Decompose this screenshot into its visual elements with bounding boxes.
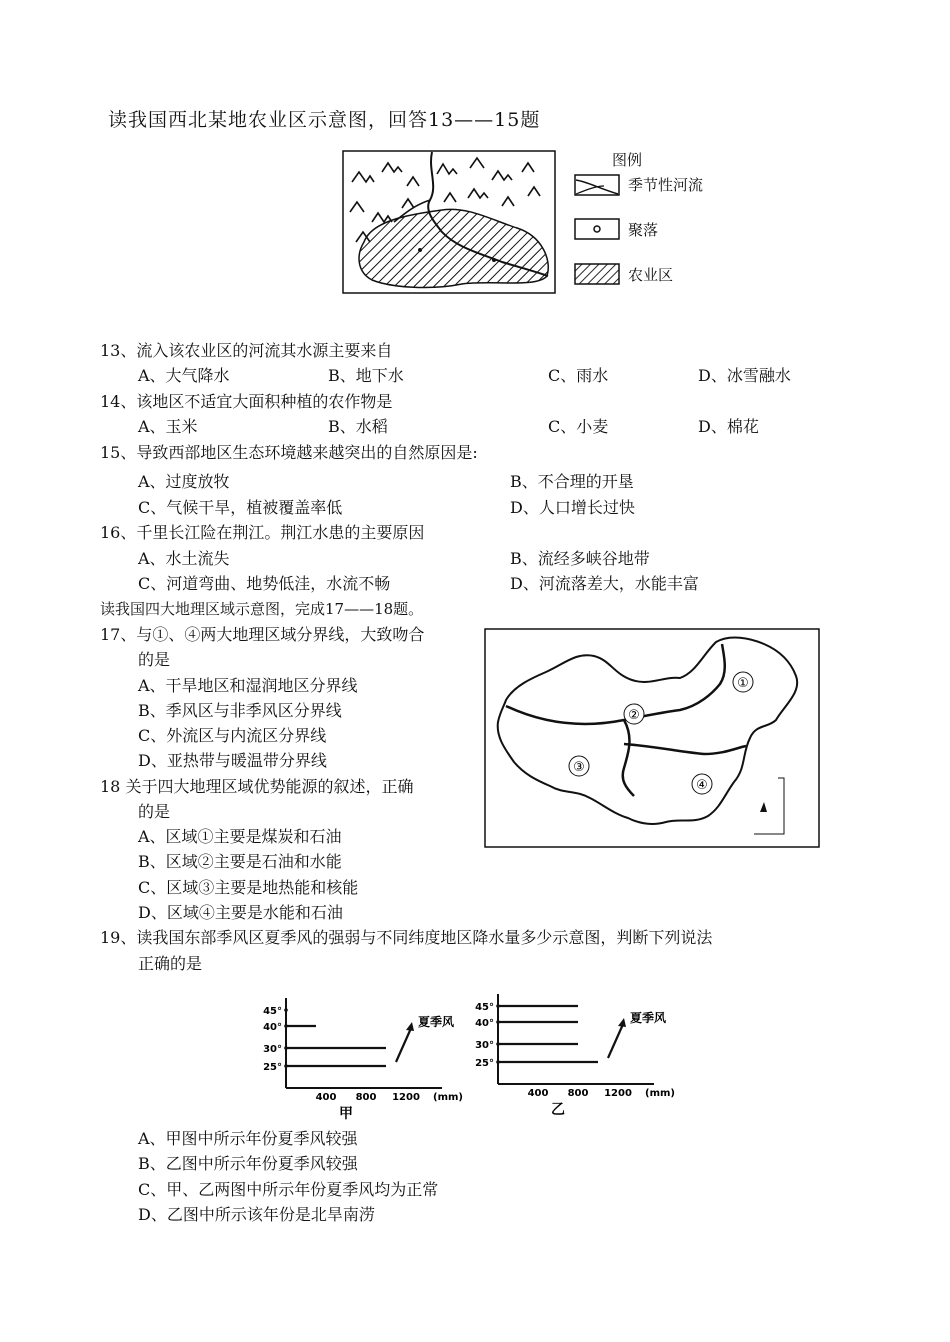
q16-option-a: A、水土流失: [138, 549, 230, 568]
q18-option-d: D、区域④主要是水能和石油: [138, 903, 343, 922]
legend-river-icon: [574, 174, 620, 196]
q17-option-b: B、季风区与非季风区分界线: [138, 701, 342, 720]
legend-settlement-label: 聚落: [628, 221, 659, 239]
legend-title: 图例: [612, 151, 643, 169]
y-tick-label: 25°: [263, 1062, 282, 1073]
q13-stem: 13、流入该农业区的河流其水源主要来自: [100, 341, 393, 360]
y-tick-label: 30°: [475, 1040, 494, 1051]
q18-option-b: B、区域②主要是石油和水能: [138, 852, 342, 871]
china-regions-map: [484, 628, 820, 848]
q13-option-c: C、雨水: [548, 366, 609, 385]
q15-stem: 15、导致西部地区生态环境越来越突出的自然原因是:: [100, 443, 478, 462]
y-tick-label: 25°: [475, 1058, 494, 1069]
summer-wind-arrowhead: [406, 1022, 414, 1031]
agriculture-area-map: [342, 150, 557, 295]
q14-option-b: B、水稻: [328, 417, 388, 436]
region-label-2: ②: [628, 708, 640, 723]
q18-stem: 18 关于四大地理区域优势能源的叙述，正确: [100, 777, 414, 796]
chart-title: 乙: [551, 1102, 565, 1118]
summer-wind-arrow: [396, 1026, 412, 1062]
q14-option-a: A、玉米: [138, 417, 198, 436]
y-tick-label: 45°: [263, 1006, 282, 1017]
q19-stem-cont: 正确的是: [138, 954, 203, 973]
q17-option-a: A、干旱地区和湿润地区分界线: [138, 676, 358, 695]
q16-option-b: B、流经多峡谷地带: [510, 549, 650, 568]
summer-wind-arrowhead: [618, 1018, 626, 1027]
x-tick-label: 400: [527, 1088, 549, 1099]
section-intro-17-18: 读我国四大地理区域示意图，完成17——18题。: [100, 600, 424, 618]
y-tick-label: 40°: [263, 1022, 282, 1033]
q16-option-d: D、河流落差大，水能丰富: [510, 574, 699, 593]
y-tick-mark: [284, 1008, 288, 1012]
q19-stem: 19、读我国东部季风区夏季风的强弱与不同纬度地区降水量多少示意图，判断下列说法: [100, 928, 713, 947]
legend-settlement-icon: [574, 218, 620, 240]
q17-stem: 17、与①、④两大地理区域分界线，大致吻合: [100, 625, 425, 644]
q19-option-a: A、甲图中所示年份夏季风较强: [138, 1129, 358, 1148]
summer-wind-arrow: [608, 1022, 624, 1058]
x-tick-label: 800: [567, 1088, 589, 1099]
q17-stem-cont: 的是: [138, 650, 171, 669]
x-unit-label: (mm): [433, 1092, 463, 1103]
q18-stem-cont: 的是: [138, 802, 171, 821]
section-intro-13-15: 读我国西北某地农业区示意图，回答13——15题: [108, 109, 541, 131]
chart-title: 甲: [339, 1106, 353, 1122]
q15-option-a: A、过度放牧: [138, 472, 230, 491]
q15-option-d: D、人口增长过快: [510, 498, 635, 517]
settlement-dot: [418, 248, 422, 252]
q15-option-b: B、不合理的开垦: [510, 472, 634, 491]
legend-river-label: 季节性河流: [628, 176, 704, 194]
y-tick-label: 30°: [263, 1044, 282, 1055]
region-label-4: ④: [696, 778, 708, 793]
summer-wind-label: 夏季风: [630, 1011, 667, 1025]
region-label-1: ①: [737, 676, 749, 691]
region-label-3: ③: [573, 760, 585, 775]
q14-option-c: C、小麦: [548, 417, 609, 436]
chart-yi: [462, 988, 675, 1118]
x-tick-label: 800: [355, 1092, 377, 1103]
q17-option-d: D、亚热带与暖温带分界线: [138, 751, 327, 770]
q17-option-c: C、外流区与内流区分界线: [138, 726, 327, 745]
y-tick-label: 45°: [475, 1002, 494, 1013]
q13-option-b: B、地下水: [328, 366, 404, 385]
summer-wind-label: 夏季风: [418, 1015, 455, 1029]
q13-option-d: D、冰雪融水: [698, 366, 791, 385]
x-unit-label: (mm): [645, 1088, 675, 1099]
q18-option-c: C、区域③主要是地热能和核能: [138, 878, 359, 897]
q19-option-b: B、乙图中所示年份夏季风较强: [138, 1154, 358, 1173]
legend-farm-label: 农业区: [628, 266, 674, 284]
x-tick-label: 1200: [392, 1092, 420, 1103]
q16-option-c: C、河道弯曲、地势低洼，水流不畅: [138, 574, 391, 593]
q19-option-c: C、甲、乙两图中所示年份夏季风均为正常: [138, 1180, 439, 1199]
q18-option-a: A、区域①主要是煤炭和石油: [138, 827, 342, 846]
q14-option-d: D、棉花: [698, 417, 759, 436]
legend-farm-icon: [574, 263, 620, 285]
q19-option-d: D、乙图中所示该年份是北旱南涝: [138, 1205, 375, 1224]
x-tick-label: 1200: [604, 1088, 632, 1099]
chart-jia: [250, 992, 463, 1122]
settlement-dot: [492, 258, 496, 262]
q13-option-a: A、大气降水: [138, 366, 230, 385]
q16-stem: 16、千里长江险在荆江。荆江水患的主要原因: [100, 523, 425, 542]
q15-option-c: C、气候干旱，植被覆盖率低: [138, 498, 343, 517]
x-tick-label: 400: [315, 1092, 337, 1103]
y-tick-label: 40°: [475, 1018, 494, 1029]
q14-stem: 14、该地区不适宜大面积种植的农作物是: [100, 392, 393, 411]
